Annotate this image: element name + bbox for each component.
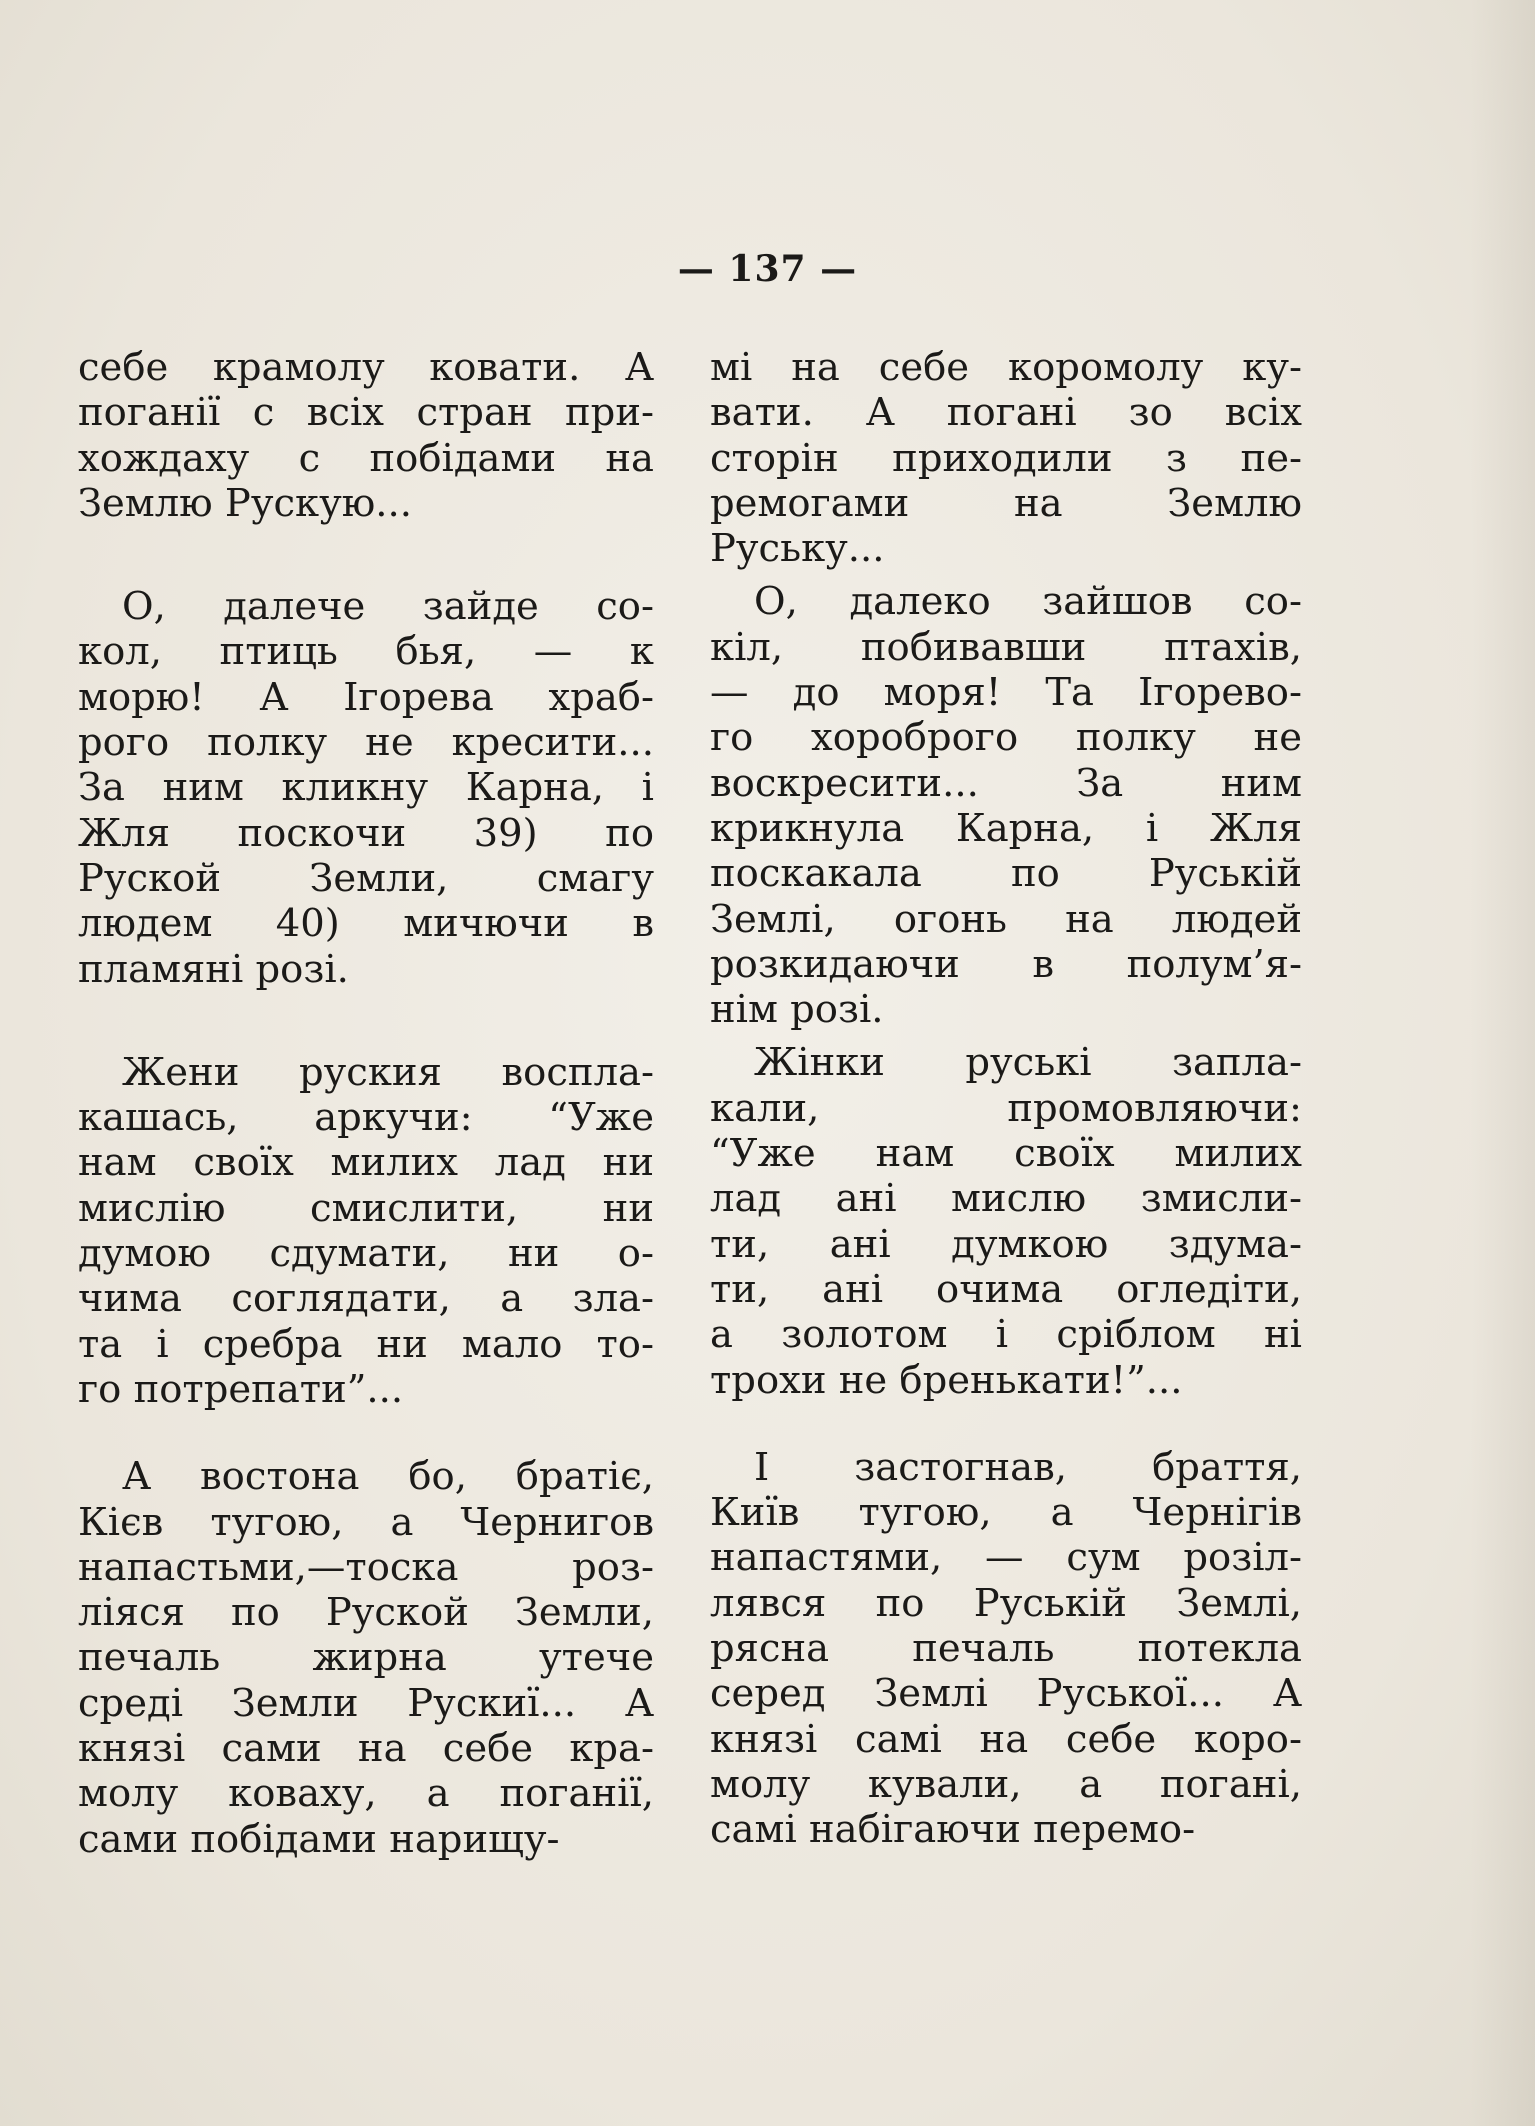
paragraph xyxy=(710,1040,1302,1402)
text-line: Жля поскочи 39) по xyxy=(78,810,654,856)
text-line: го потрепати”... xyxy=(78,1366,404,1412)
left-column-old-text xyxy=(78,345,654,1862)
text-line: ремогами на Землю xyxy=(710,480,1302,526)
text-line: ліяся по Руской Земли, xyxy=(78,1590,654,1636)
text-line: думою сдумати, ни о- xyxy=(78,1231,654,1277)
paragraph xyxy=(78,345,654,526)
text-line: нам своїх милих лад ни xyxy=(78,1140,654,1186)
text-line: кашась, аркучи: “Уже xyxy=(78,1095,654,1141)
text-line: лявся по Руській Землі, xyxy=(710,1580,1302,1626)
text-line: вати. А погані зо всіх xyxy=(710,390,1302,436)
text-line: Руську... xyxy=(710,526,885,572)
text-line: поганії с всіх стран при- xyxy=(78,390,654,436)
text-line: князі сами на себе кра- xyxy=(78,1726,654,1772)
paragraph xyxy=(78,1454,654,1862)
text-line: розкидаючи в полум’я- xyxy=(710,941,1302,987)
text-line: напастьми,—тоска роз- xyxy=(78,1544,654,1590)
right-column-translation xyxy=(710,345,1302,1853)
text-line: І застогнав, браття, xyxy=(754,1444,1302,1490)
text-line: напастями, — сум розіл- xyxy=(710,1535,1302,1581)
text-line: “Уже нам своїх милих xyxy=(710,1131,1302,1177)
paragraph xyxy=(78,1050,654,1412)
paragraph-gap xyxy=(710,1403,1302,1445)
text-line: молу кували, а погані, xyxy=(710,1761,1302,1807)
text-line: трохи не бренькати!”... xyxy=(710,1357,1183,1403)
text-line: нім розі. xyxy=(710,987,884,1033)
text-line: ти, ані очима огледіти, xyxy=(710,1266,1302,1312)
text-line: морю! А Ігорева храб- xyxy=(78,674,654,720)
text-line: — до моря! Та Ігорево- xyxy=(710,670,1302,716)
paragraph xyxy=(710,579,1302,1032)
text-line: князі самі на себе коро- xyxy=(710,1716,1302,1762)
text-line: серед Землі Руської... А xyxy=(710,1671,1302,1717)
text-line: Землі, огонь на людей xyxy=(710,896,1302,942)
text-line: сторін приходили з пе- xyxy=(710,435,1302,481)
text-line: печаль жирна утече xyxy=(78,1635,654,1681)
text-line: пламяні розі. xyxy=(78,946,349,992)
page-edge-shadow xyxy=(1470,0,1535,2126)
paragraph-gap xyxy=(78,1412,654,1454)
paragraph xyxy=(710,1445,1302,1853)
text-line: Жінки руські запла- xyxy=(754,1040,1302,1086)
text-line: А востона бо, братіє, xyxy=(122,1454,654,1500)
text-line: рясна печаль потекла xyxy=(710,1626,1302,1672)
text-line: кол, птиць бья, — к xyxy=(78,629,654,675)
paragraph xyxy=(710,345,1302,571)
text-line: хождаху с побідами на xyxy=(78,435,654,481)
text-line: го хороброго полку не xyxy=(710,715,1302,761)
text-line: О, далеко зайшов со- xyxy=(754,579,1302,625)
text-line: лад ані мислю змисли- xyxy=(710,1176,1302,1222)
text-line: чима соглядати, а зла- xyxy=(78,1276,654,1322)
text-line: мі на себе коромолу ку- xyxy=(710,345,1302,390)
paragraph-gap xyxy=(78,992,654,1050)
text-line: За ним кликну Карна, і xyxy=(78,765,654,811)
text-line: самі набігаючи перемо- xyxy=(710,1807,1196,1853)
text-line: мислію смислити, ни xyxy=(78,1185,654,1231)
text-line: та і сребра ни мало то- xyxy=(78,1321,654,1367)
text-line: а золотом і сріблом ні xyxy=(710,1312,1302,1358)
text-line: ти, ані думкою здума- xyxy=(710,1221,1302,1267)
paragraph xyxy=(78,584,654,992)
paragraph-gap xyxy=(710,1032,1302,1040)
text-line: крикнула Карна, і Жля xyxy=(710,805,1302,851)
text-line: людем 40) мичючи в xyxy=(78,901,654,947)
text-line: Руской Земли, смагу xyxy=(78,855,654,901)
text-line: кали, промовляючи: xyxy=(710,1085,1302,1131)
text-line: себе крамолу ковати. А xyxy=(78,345,654,390)
text-line: рого полку не кресити... xyxy=(78,720,654,766)
text-line: кіл, побивавши птахів, xyxy=(710,624,1302,670)
paragraph-gap xyxy=(78,526,654,584)
text-line: Кієв тугою, а Чернигов xyxy=(78,1499,654,1545)
page-number: — 137 — xyxy=(677,248,858,290)
text-line: Землю Рускую... xyxy=(78,480,412,526)
text-line: Київ тугою, а Чернігів xyxy=(710,1490,1302,1536)
text-line: О, далече зайде со- xyxy=(122,584,654,630)
text-line: поскакала по Руській xyxy=(710,851,1302,897)
text-line: воскресити... За ним xyxy=(710,760,1302,806)
text-line: Жени руския воспла- xyxy=(122,1049,654,1095)
text-line: молу коваху, а поганії, xyxy=(78,1771,654,1817)
text-line: среді Земли Рускиї... А xyxy=(78,1680,654,1726)
text-line: сами побідами нарищу- xyxy=(78,1816,560,1862)
paragraph-gap xyxy=(710,571,1302,579)
